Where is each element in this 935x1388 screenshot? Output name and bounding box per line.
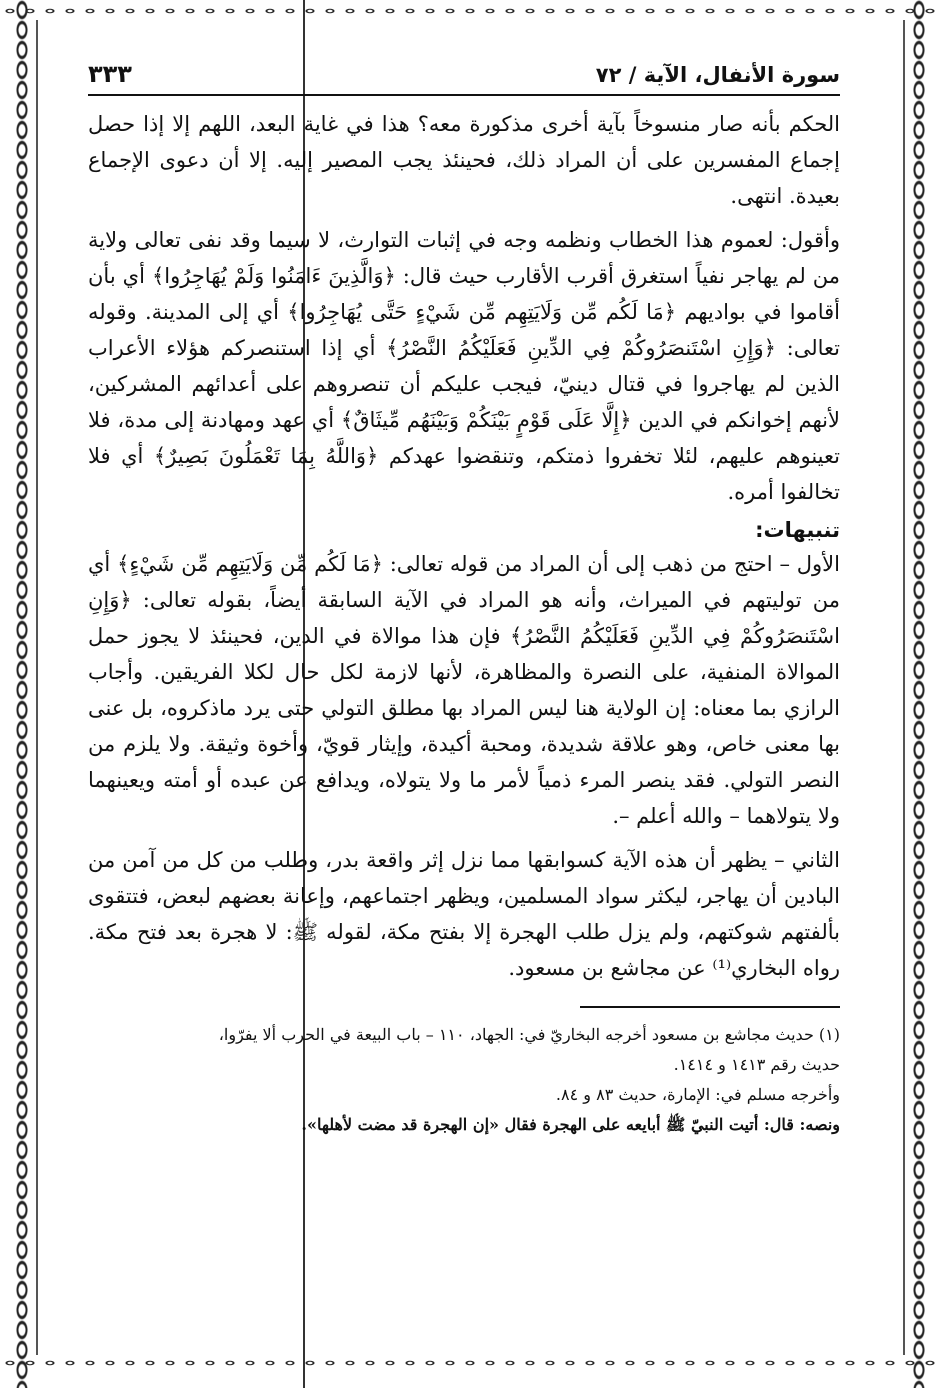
chapter-title: سورة الأنفال، الآية / ٧٢: [595, 63, 840, 87]
left-frame-line: [36, 20, 38, 1355]
paragraph-2: وأقول: لعموم هذا الخطاب ونظمه وجه في إثبات التوارث، لا سيما وقد نفى تعالى ولاية من لم يهاجر نفياً استغرق أقرب الأقارب حيث قال: ﴿وَالَّذِينَ ءَامَنُوا وَلَمْ يُهَاجِرُوا﴾ أي بأن أقاموا في بواديهم ﴿مَا لَكُم مِّن وَلَايَتِهِم مِّن شَيْءٍ حَتَّى يُهَاجِرُوا﴾ أي إلى المدينة. وقوله تعالى: ﴿وَإِنِ اسْتَنصَرُوكُمْ فِي الدِّينِ فَعَلَيْكُمُ النَّصْرُ﴾ أي إذا استنصركم هؤلاء الأعراب الذين لم يهاجروا في قتال دينيّ، فيجب عليكم أن تنصروهم على أعدائهم المشركين، لأنهم إخوانكم في الدين ﴿إِلَّا عَلَى قَوْمٍ بَيْنَكُمْ وَبَيْنَهُم مِّيثَاقٌ﴾ أي عهد ومهادنة إلى مدة، فلا تعينوهم عليهم، لئلا تخفروا ذمتكم، وتنقضوا عهدكم ﴿وَاللَّهُ بِمَا تَعْمَلُونَ بَصِيرٌ﴾ أي فلا تخالفوا أمره.: [88, 228, 840, 504]
paragraph-3: الأول – احتج من ذهب إلى أن المراد من قوله تعالى: ﴿مَا لَكُم مِّن وَلَايَتِهِم مِّن شَيْءٍ﴾ أي من توليتهم في الميراث، وأنه هو المراد في الآية السابقة أيضاً، بقوله تعالى: ﴿وَإِنِ اسْتَنصَرُوكُمْ فِي الدِّينِ فَعَلَيْكُمُ النَّصْرُ﴾ فإن هذا موالاة في الدين، فحينئذ لا يجوز حمل الموالاة المنفية، على النصرة والمظاهرة، لأنها لازمة لكل حال لكلا الفريقين. وأجاب الرازي بما معناه: إن الولاية هنا ليس المراد بها مطلق التولي حتى يرد ماذكروه، بل عنى بها معنى خاص، وهو علاقة شديدة، ومحبة أكيدة، وإيثار قويّ، وأخوة وثيقة. ولا يلزم من النصر التولي. فقد ينصر المرء ذمياً لأمر ما ولا يتولاه، ويدافع عن عبده أو أمته ويعينهما ولا يتولاهما – والله أعلم –.: [88, 552, 840, 828]
paragraph-4: الثاني – يظهر أن هذه الآية كسوابقها مما نزل إثر واقعة بدر، وطلب من كل من آمن من البادين أن يهاجر، ليكثر سواد المسلمين، ويظهر اجتماعهم، وإعانة بعضهم لبعض، فتتقوى بألفتهم شوكتهم، ولم يزل طلب الهجرة إلا بفتح مكة، لقوله ﷺ: لا هجرة بعد فتح مكة. رواه البخاري⁽¹⁾ عن مجاشع بن مسعود.: [88, 848, 840, 980]
right-frame-line: [903, 20, 905, 1355]
book-page: [88, 60, 840, 1140]
footnote-line-1: (١) حديث مجاشع بن مسعود أخرجه البخاريّ في: الجهاد، ١١٠ – باب البيعة في الحرب ألا يفرّوا،: [218, 1025, 840, 1044]
running-header: [88, 60, 840, 96]
left-ornament-border: [12, 0, 32, 1388]
footnote-line-3: وأخرجه مسلم في: الإمارة، حديث ٨٣ و ٨٤.: [555, 1085, 840, 1104]
footnote-line-2: حديث رقم ١٤١٣ و ١٤١٤.: [673, 1055, 840, 1074]
right-ornament-border: [909, 0, 929, 1388]
top-ornament-border: [0, 4, 935, 18]
section-heading: تنبيهات:: [755, 518, 840, 542]
footnotes: [88, 1020, 840, 1140]
footnote-line-4: ونصه: قال: أتيت النبيّ ﷺ أبايعه على الهجرة فقال «إن الهجرة قد مضت لأهلها».: [301, 1115, 840, 1134]
page-number: ٣٣٣: [88, 60, 132, 88]
footnote-separator: [580, 1006, 840, 1008]
paragraph-1: الحكم بأنه صار منسوخاً بآية أخرى مذكورة معه؟ هذا في غاية البعد، اللهم إلا إذا حصل إجماع المفسرين على أن المراد ذلك، فحينئذ يجب المصير إليه. إلا أن دعوى الإجماع بعيدة. انتهى.: [88, 112, 840, 208]
bottom-ornament-border: [0, 1356, 935, 1370]
